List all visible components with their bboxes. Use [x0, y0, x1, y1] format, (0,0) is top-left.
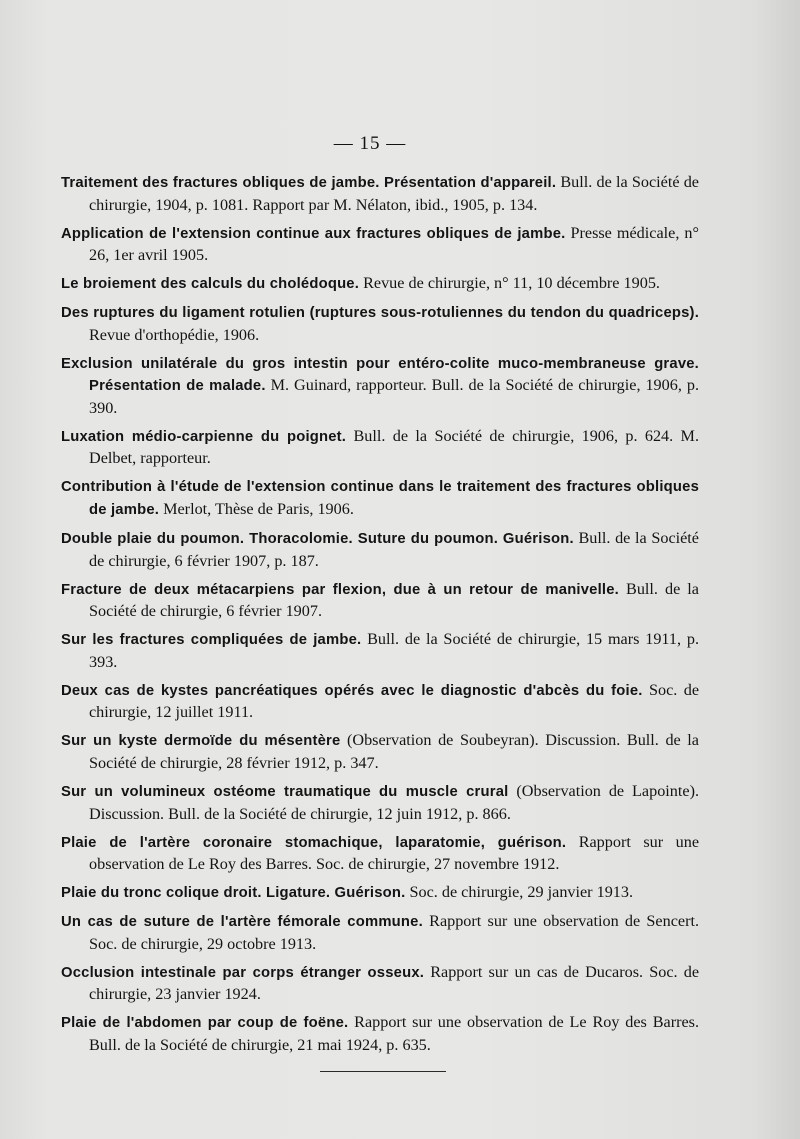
entry-reference: (Observation de Soubeyran). Discussion. Bull. de la Société de chirurgie, 28 février 1912, p. 347. — [89, 731, 699, 772]
list-item — [61, 528, 699, 572]
entry-reference: Rapport sur une observation de Le Roy des Barres. Bull. de la Société de chirurgie, 21 mai 1924, p. 635. — [89, 1013, 700, 1054]
entry-reference: Bull. de la Société de chirurgie, 6 février 1907. — [89, 579, 699, 621]
list-item — [61, 882, 699, 905]
list-item — [61, 172, 699, 216]
entry-title: Des ruptures du ligament rotulien (ruptures sous-rotuliennes du tendon du quadriceps). — [61, 305, 699, 322]
entry-reference: Bull. de la Société de chirurgie, 1906, p. 624. M. Delbet, rapporteur. — [89, 426, 699, 468]
entry-title: Sur un volumineux ostéome traumatique du muscle crural — [61, 783, 509, 800]
entry-title: Luxation médio-carpienne du poignet. — [61, 428, 347, 445]
list-item — [61, 629, 699, 673]
list-item — [61, 273, 699, 296]
entry-title: Plaie de l'abdomen par coup de foëne. — [61, 1015, 349, 1032]
entry-title: Exclusion unilatérale du gros intestin pour entéro-colite muco-membraneuse grave. Présentation de malade. — [61, 355, 699, 395]
entry-title: Un cas de suture de l'artère fémorale commune. — [61, 914, 423, 931]
list-item — [61, 781, 699, 825]
entry-title: Plaie de l'artère coronaire stomachique, laparatomie, guérison. — [61, 834, 567, 851]
entry-title: Double plaie du poumon. Thoracolomie. Suture du poumon. Guérison. — [61, 531, 574, 548]
entry-title: Fracture de deux métacarpiens par flexion, due à un retour de manivelle. — [61, 581, 619, 598]
entry-reference: (Observation de Lapointe). Discussion. Bull. de la Société de chirurgie, 12 juin 1912, p. 866. — [89, 781, 700, 823]
list-item — [61, 911, 699, 955]
entry-title: Traitement des fractures obliques de jambe. Présentation d'appareil. — [61, 175, 557, 191]
list-item — [61, 680, 699, 724]
entry-title: Deux cas de kystes pancréatiques opérés avec le diagnostic d'abcès du foie. — [61, 682, 643, 699]
list-item — [61, 302, 699, 346]
list-item — [61, 1012, 699, 1056]
entry-reference: Presse médicale, n° 26, 1er avril 1905. — [89, 223, 699, 265]
entry-reference: Soc. de chirurgie, 29 janvier 1913. — [409, 883, 634, 902]
list-item — [61, 962, 699, 1006]
entry-reference: Soc. de chirurgie, 12 juillet 1911. — [89, 680, 700, 722]
list-item — [61, 832, 699, 876]
entry-reference: Merlot, Thèse de Paris, 1906. — [163, 500, 354, 519]
list-item — [61, 353, 699, 420]
entry-title: Application de l'extension continue aux fractures obliques de jambe. — [61, 225, 566, 242]
entry-reference: M. Guinard, rapporteur. Bull. de la Société de chirurgie, 1906, p. 390. — [89, 376, 699, 417]
entry-reference: Bull. de la Société de chirurgie, 15 mars 1911, p. 393. — [89, 630, 699, 671]
entry-reference: Rapport sur un cas de Ducaros. Soc. de chirurgie, 23 janvier 1924. — [89, 962, 699, 1004]
entry-reference: Rapport sur une observation de Sencert. Soc. de chirurgie, 29 octobre 1913. — [89, 912, 700, 953]
entry-title: Plaie du tronc colique droit. Ligature. Guérison. — [61, 885, 406, 902]
list-item — [61, 579, 699, 623]
entry-title: Sur les fractures compliquées de jambe. — [61, 632, 362, 649]
entry-title: Le broiement des calculs du cholédoque. — [61, 276, 360, 293]
entry-reference: Revue d'orthopédie, 1906. — [89, 325, 260, 344]
entry-reference: Bull. de la Société de chirurgie, 6 février 1907, p. 187. — [89, 529, 699, 570]
list-item — [61, 476, 699, 521]
entry-title: Occlusion intestinale par corps étranger osseux. — [61, 964, 425, 981]
entry-title: Sur un kyste dermoïde du mésentère — [61, 733, 341, 750]
list-item — [61, 426, 699, 470]
entry-reference: Revue de chirurgie, n° 11, 10 décembre 1905. — [363, 274, 660, 293]
list-item — [61, 730, 699, 774]
page-number: — 15 — — [333, 133, 407, 154]
entry-reference: Rapport sur une observation de Le Roy des Barres. Soc. de chirurgie, 27 novembre 1912. — [89, 832, 700, 874]
list-item — [61, 223, 699, 267]
entry-reference: Bull. de la Société de chirurgie, 1904, p. 1081. Rapport par M. Nélaton, ibid., 1905, p. 134. — [89, 173, 699, 214]
entry-title: Contribution à l'étude de l'extension continue dans le traitement des fractures obliques de jambe. — [61, 479, 699, 519]
bibliography-list — [61, 172, 699, 1063]
closing-rule — [320, 1071, 446, 1072]
